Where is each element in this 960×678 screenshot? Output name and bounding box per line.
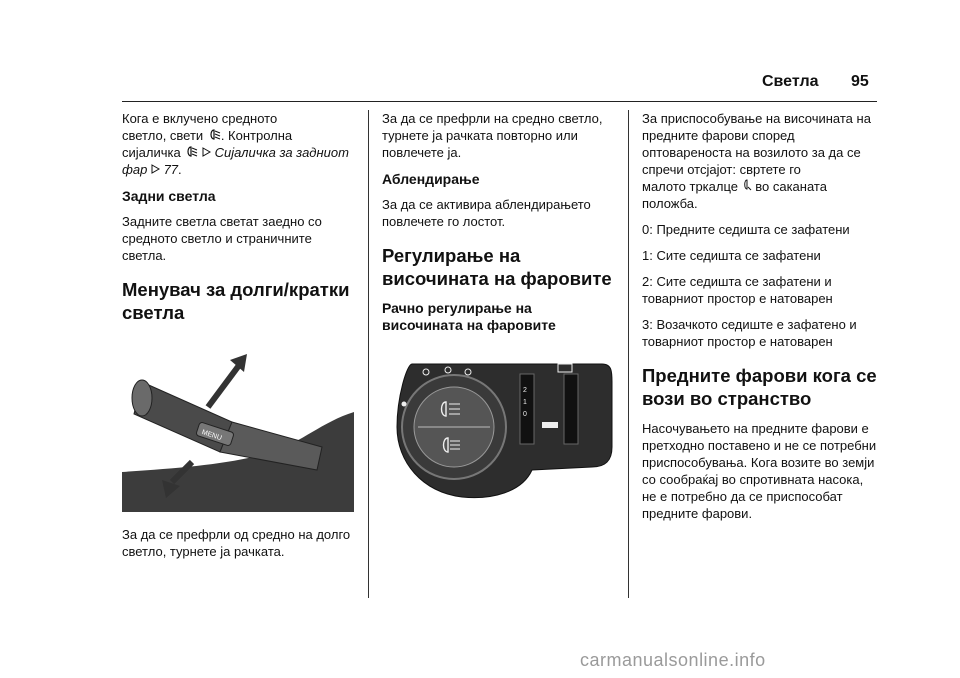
svg-text:1: 1	[523, 399, 527, 406]
column-divider	[628, 110, 629, 598]
paragraph-levelling-intro: За приспособување на височината на предните фарови според оптовареноста на возилото за да се спречи отсјајот: свртете го малото тркалце во саканата положба.	[642, 111, 871, 211]
auto-light-icon	[402, 402, 407, 407]
list-item: 0: Предните седишта се зафатени	[642, 222, 850, 237]
heading-driving-abroad: Предните фарови кога се вози во странство	[642, 365, 877, 409]
figure-light-switch-panel	[382, 352, 614, 502]
page-header-title: Светла	[762, 73, 819, 90]
figure-light-switch-stalk	[122, 352, 354, 512]
list-item: 1: Сите седишта се зафатени	[642, 248, 821, 263]
heading-rear-lights: Задни светла	[122, 188, 216, 204]
list-item: 2: Сите седишта се зафатени и товарниот простор е натоварен	[642, 274, 833, 306]
list-item: 3: Возачкото седиште е зафатено и товарниот простор е натоварен	[642, 317, 857, 349]
cross-reference-page[interactable]: 77	[163, 162, 179, 177]
column-divider	[368, 110, 369, 598]
column-1	[122, 110, 354, 569]
paragraph-flash: За да се активира аблендирањето повлечете го лостот.	[382, 197, 591, 229]
thumbwheel-icon	[742, 178, 752, 195]
cross-reference-link[interactable]: Сијаличка за задниот фар	[122, 145, 349, 177]
svg-text:0: 0	[523, 411, 527, 418]
page-number: 95	[851, 73, 869, 90]
menu-button-label: MENU	[200, 429, 223, 443]
levelling-thumbwheel[interactable]	[520, 374, 534, 444]
reference-arrow-icon	[151, 161, 160, 178]
low-beam-icon	[207, 127, 221, 144]
paragraph-switch-to-high: За да се префрли од средно на долго светло, турнете ја рачката.	[122, 527, 351, 559]
levelling-indicator-icon	[542, 422, 558, 428]
column-3	[642, 110, 878, 531]
heading-flash: Аблендирање	[382, 171, 480, 187]
heading-manual-levelling: Рачно регулирање на височината на фаровите	[382, 300, 556, 333]
heading-beam-switch: Менувач за долги/кратки светла	[122, 279, 350, 323]
paragraph-driving-abroad: Насочувањето на предните фарови е претходно поставено и не се потребни приспособувања. Кога возите во земји со сообраќај во спротивната насока, не е потребно да се приспособат предните фарови.	[642, 421, 877, 521]
dimmer-thumbwheel[interactable]	[564, 374, 578, 444]
svg-text:2: 2	[523, 387, 527, 394]
paragraph-rear-lights: Задните светла светат заедно со средното светло и страничните светла.	[122, 214, 322, 263]
paragraph-switch-to-low: За да се префрли на средно светло, турнете ја рачката повторно или повлечете ја.	[382, 111, 603, 160]
header-rule	[122, 101, 877, 102]
reference-arrow-icon	[202, 144, 211, 161]
column-2	[382, 110, 614, 502]
watermark: carmanualsonline.info	[580, 650, 766, 670]
paragraph-low-beam: Кога е вклучено средното светло, свети . Контролна сијаличка Сијаличка за задниот фар 77.	[122, 111, 349, 177]
low-beam-icon	[184, 144, 198, 161]
heading-headlight-levelling: Регулирање на височината на фаровите	[382, 245, 612, 289]
